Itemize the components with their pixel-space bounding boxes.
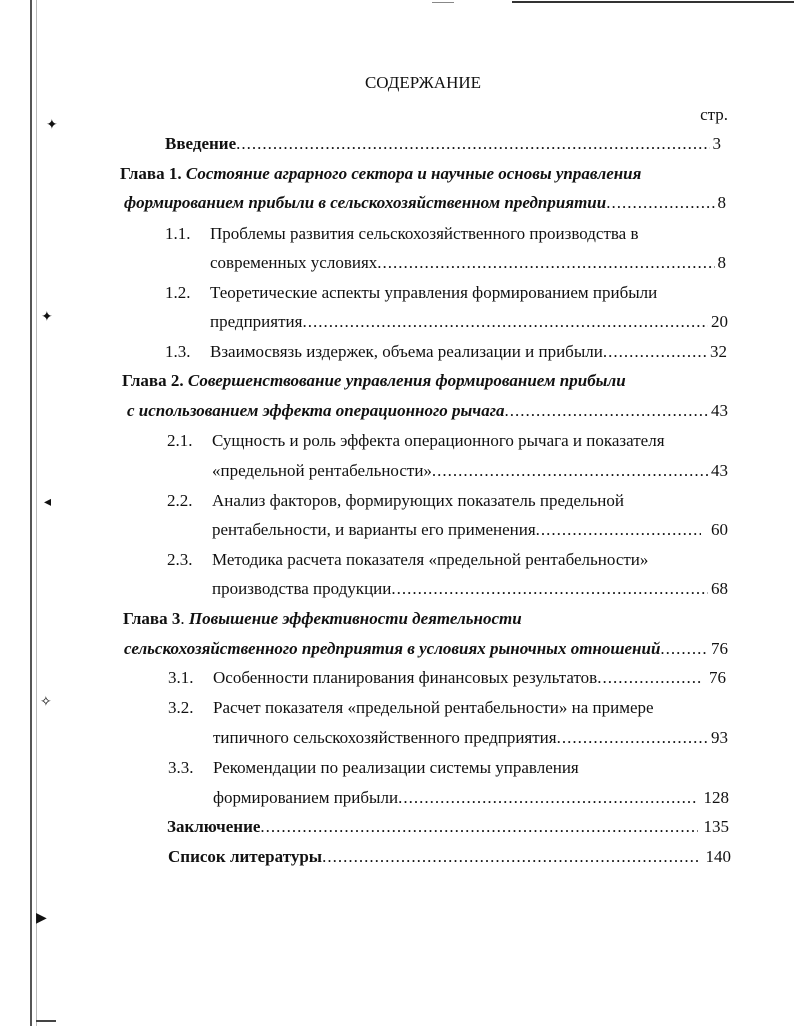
section-3-3-cont [213,787,729,809]
section-2-1-cont [212,460,728,482]
scan-edge-top [512,1,794,3]
leader-dots [536,519,701,541]
binding-hole-mark: ▶ [36,911,47,926]
chapter-2-heading [122,370,626,392]
binding-hole-mark: ◂ [44,495,52,510]
section-2-3-cont [212,578,728,600]
binding-hole-mark: ✧ [40,695,52,710]
leader-dots [236,133,709,155]
section-title: Особенности планирования финансовых результатов [213,668,598,687]
section-title: Проблемы развития сельскохозяйственного производства в [210,224,639,243]
page-number: 68 [711,579,728,598]
toc-entry-label: Список литературы [168,847,323,866]
toc-entry-label: Введение [165,134,237,153]
chapter-2-title-cont [127,400,728,422]
page-number: 8 [717,253,726,272]
page-number: 76 [711,639,728,658]
section-title: Методика расчета показателя «предельной рентабельности» [212,550,649,569]
page-number: 135 [703,817,729,836]
binding-hole-mark: ✦ [46,118,58,133]
chapter-title: с использованием эффекта операционного рычага [127,401,505,420]
scan-edge-left [30,0,32,1026]
section-1-1-cont [210,252,726,274]
page-number: 76 [709,668,726,687]
leader-dots [660,638,708,660]
section-3-2 [168,697,654,719]
section-1-2-cont [210,311,728,333]
chapter-label: Глава 3 [123,609,181,628]
section-2-1 [167,430,665,452]
scan-edge-bottom [36,1020,56,1022]
toc-entry-intro [165,133,721,155]
page-number: 128 [703,788,729,807]
section-number: 2.2. [167,491,193,510]
leader-dots [603,341,707,363]
page-title: СОДЕРЖАНИЕ [364,73,482,92]
chapter-1-title-cont [124,192,726,214]
section-number: 1.1. [165,224,191,243]
chapter-title: Состояние аграрного сектора и научные основы управления [185,164,642,183]
leader-dots [302,311,708,333]
section-3-1 [168,667,726,689]
leader-dots [377,252,714,274]
chapter-3-heading: Глава 3 . Повышение эффективности деятельности [123,609,522,628]
page-number: 140 [705,847,731,866]
section-title: рентабельности, и варианты его применения [212,520,536,539]
leader-dots [432,460,708,482]
chapter-label: Глава 1. [120,164,182,183]
binding-hole-mark: ✦ [41,310,53,325]
section-number: 2.3. [167,550,193,569]
section-title: «предельной рентабельности» [212,461,432,480]
section-title: Сущность и роль эффекта операционного рычага и показателя [212,431,665,450]
chapter-label: Глава 2. [122,371,184,390]
section-title: Анализ факторов, формирующих показатель предельной [212,491,624,510]
section-title: типичного сельскохозяйственного предприятия [213,728,557,747]
section-number: 3.3. [168,758,194,777]
page-number: 93 [711,728,728,747]
leader-dots [597,667,703,689]
toc-entry-label: Заключение [167,817,261,836]
section-title: Расчет показателя «предельной рентабельности» на примере [213,698,654,717]
section-number: 3.1. [168,668,194,687]
section-title: Взаимосвязь издержек, объема реализации и прибыли [210,342,603,361]
toc-entry-bibliography [168,846,731,868]
page-number: 43 [711,401,728,420]
leader-dots [260,816,697,838]
leader-dots [398,787,697,809]
section-3-2-cont [213,727,728,749]
page-number: 32 [710,342,727,361]
section-2-3 [167,549,648,571]
section-3-3 [168,757,579,779]
page-column-label: стр. [700,105,728,124]
chapter-title: Совершенствование управления формированием прибыли [187,371,626,390]
page-number: 43 [711,461,728,480]
section-number: 2.1. [167,431,193,450]
leader-dots [505,400,708,422]
section-title: формированием прибыли [213,788,399,807]
section-title: предприятия [210,312,303,331]
section-title: современных условиях [210,253,378,272]
scan-mark-top [432,2,454,3]
section-title: производства продукции [212,579,392,598]
chapter-title: сельскохозяйственного предприятия в условиях рыночных отношений [124,639,661,658]
leader-dots [606,192,714,214]
page-number: 60 [711,520,728,539]
section-number: 3.2. [168,698,194,717]
section-number: 1.2. [165,283,191,302]
chapter-3-title-cont [124,638,728,660]
chapter-1-heading [120,163,641,185]
chapter-title: Повышение эффективности деятельности [188,609,522,628]
toc-entry-conclusion [167,816,729,838]
page-number: 8 [717,193,726,212]
scan-edge-left-faint [36,0,37,1026]
page-number: 20 [711,312,728,331]
section-title: Рекомендации по реализации системы управления [213,758,579,777]
section-number: 1.3. [165,342,191,361]
section-1-3 [165,341,727,363]
section-2-2 [167,490,624,512]
leader-dots [322,846,699,868]
section-1-2 [165,282,657,304]
leader-dots [391,578,708,600]
leader-dots [557,727,708,749]
section-title: Теоретические аспекты управления формированием прибыли [210,283,658,302]
section-1-1 [165,223,639,245]
chapter-title: формированием прибыли в сельскохозяйственном предприятии [124,193,607,212]
page-number: 3 [712,134,721,153]
section-2-2-cont [212,519,728,541]
